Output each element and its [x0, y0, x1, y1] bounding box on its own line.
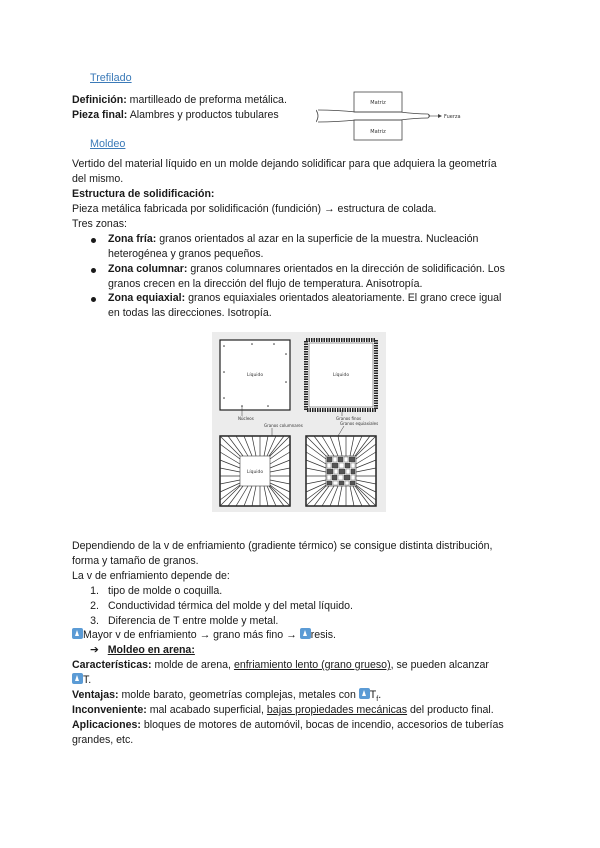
zone-columnar-line1: Zona columnar: granos columnares orientados en la dirección de solidificación. Los — [108, 263, 505, 275]
depend-line1: Dependiendo de la v de enfriamiento (gradiente térmico) se consigue distinta distribución, — [72, 540, 493, 552]
arena-heading: Moldeo en arena: — [107, 644, 195, 656]
caracteristicas-line: Características: molde de arena, enfriamiento lento (grano grueso), se pueden alcanzar — [72, 659, 489, 671]
pieza-metalica-line: Pieza metálica fabricada por solidificación (fundición) → estructura de colada. — [72, 203, 437, 215]
factor-number: 2. — [90, 600, 99, 612]
aplicaciones-line: Aplicaciones: bloques de motores de automóvil, bocas de incendio, accesorios de tuberías — [72, 719, 504, 731]
moldeo-intro-line1: Vertido del material líquido en un molde dejando solidificar para que adquiera la geometría — [72, 158, 497, 170]
factor-text: Diferencia de T entre molde y metal. — [108, 615, 279, 627]
factor-text: tipo de molde o coquilla. — [108, 585, 223, 597]
definicion-label: Definición: — [72, 94, 127, 106]
zone-equiaxial-line1: Zona equiaxial: granos equiaxiales orientados aleatoriamente. El grano crece igual — [108, 292, 502, 304]
section-heading-moldeo[interactable]: Moldeo — [90, 138, 126, 150]
moldeo-intro-line2: del mismo. — [72, 173, 124, 185]
granos-finos-label: Granos finos — [336, 416, 362, 421]
depend-line2: forma y tamaño de granos. — [72, 555, 199, 567]
pieza-final-line: Pieza final: Alambres y productos tubulares — [72, 109, 279, 121]
liquido-label-2: Líquido — [332, 373, 350, 378]
liquido-label-1: Líquido — [246, 373, 264, 378]
tres-zonas-label: Tres zonas: — [72, 218, 127, 230]
factor-number: 3. — [90, 615, 99, 627]
section-heading-trefilado[interactable]: Trefilado — [90, 72, 132, 84]
pieza-final-label: Pieza final: — [72, 109, 128, 121]
bullet-icon — [91, 297, 96, 302]
columnar-grains-square — [220, 436, 290, 506]
liquido-label-3: Líquido — [246, 470, 264, 475]
factor-text: Conductividad térmica del molde y del metal líquido. — [108, 600, 353, 612]
mayor-v-line: Mayor v de enfriamiento → grano más fino → resis. — [72, 628, 336, 643]
factor-number: 1. — [90, 585, 99, 597]
definicion-line: Definición: martilleado de preforma metálica. — [72, 94, 287, 106]
zone-fria-line2: heterogénea y granos pequeños. — [108, 248, 264, 260]
caracteristicas-line2: T. — [72, 673, 91, 688]
up-arrow-icon — [300, 628, 311, 639]
arrow-icon: ➔ — [90, 644, 99, 656]
equiaxial-grains-square — [306, 436, 376, 506]
up-arrow-icon — [359, 688, 370, 699]
granos-equiaxiales-label: Granos equiaxiales — [340, 421, 379, 426]
estructura-label: Estructura de solidificación: — [72, 188, 215, 200]
granos-columnares-label: Granos columnares — [264, 423, 303, 428]
matriz-bottom-label: Matriz — [370, 129, 386, 135]
matriz-top-label: Matriz — [370, 100, 386, 106]
zone-columnar-line2: granos crecen en la dirección del flujo de temperatura. Anisotropía. — [108, 278, 423, 290]
arena-heading-line — [90, 643, 195, 658]
up-arrow-icon — [72, 673, 83, 684]
up-arrow-icon — [72, 628, 83, 639]
zone-equiaxial-line2: en todas las direcciones. Isotropía. — [108, 307, 272, 319]
ventajas-line: Ventajas: molde barato, geometrías complejas, metales con $T_f$. — [72, 689, 382, 704]
fuerza-label: Fuerza — [444, 114, 461, 120]
aplicaciones-line2: grandes, etc. — [72, 734, 134, 746]
zone-fria-line1: Zona fría: granos orientados al azar en la superficie de la muestra. Nucleación — [108, 233, 479, 245]
trefilado-diagram — [316, 88, 466, 144]
bullet-icon — [91, 268, 96, 273]
solidification-figure — [212, 332, 386, 512]
nucleos-label: Núcleos — [238, 416, 254, 421]
v-depende-line: La v de enfriamiento depende de: — [72, 570, 230, 582]
inconveniente-line: Inconveniente: mal acabado superficial, bajas propiedades mecánicas del producto final. — [72, 704, 494, 716]
bullet-icon — [91, 238, 96, 243]
